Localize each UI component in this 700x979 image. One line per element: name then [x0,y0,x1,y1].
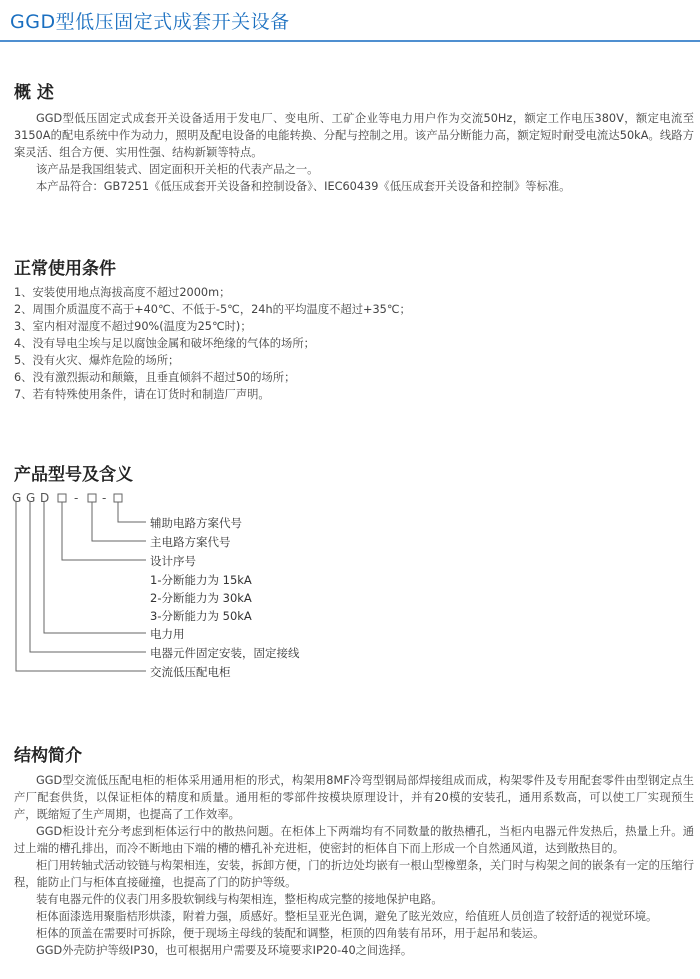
structure-heading: 结构简介 [14,746,82,766]
code-dash-1: - [74,491,79,505]
overview-paragraph: GGD型低压固定式成套开关设备适用于发电厂、变电所、工矿企业等电力用户作为交流50Hz，额定工作电压380V，额定电流至3150A的配电系统中作为动力，照明及配电设备的电能转换、分配与控制之用。该产品分断能力高，额定短时耐受电流达50kA。线路方案灵活、组合方便、实用性强、结构新颖等特点。 [14,112,694,159]
label-fixed-install: 电器元件固定安装，固定接线 [150,646,300,660]
overview-heading: 概 述 [14,83,54,103]
label-main-circuit: 主电路方案代号 [150,535,231,549]
condition-item: 5、没有火灾、爆炸危险的场所； [14,354,180,367]
structure-paragraph: 装有电器元件的仪表门用多股软铜线与构架相连，整柜构成完整的接地保护电路。 [36,893,443,906]
overview-paragraph: 本产品符合：GB7251《低压成套开关设备和控制设备》、IEC60439《低压成套开关设备和控制》等标准。 [36,180,571,193]
structure-paragraph: 柜门用转轴式活动铰链与构架相连，安装，拆卸方便，门的折边处均嵌有一根山型橡塑条，关门时与构架之间的嵌条有一定的压缩行程，能防止门与柜体直接碰撞，也提高了门的防护等级。 [14,859,694,889]
label-ac-cabinet: 交流低压配电柜 [150,665,231,679]
label-power-use: 电力用 [150,627,185,641]
conditions-heading: 正常使用条件 [14,259,116,279]
overview-paragraph: 该产品是我国组装式、固定面积开关柜的代表产品之一。 [36,163,319,176]
code-dash-2: - [102,491,107,505]
leader-aux [118,502,146,522]
structure-paragraph: GGD外壳防护等级IP30，也可根据用户需要及环境要求IP20-40之间选择。 [36,944,413,957]
structure-paragraph: GGD型交流低压配电柜的柜体采用通用柜的形式，构架用8MF冷弯型钢局部焊接组成而成，构架零件及专用配套零件由型钢定点生产厂配套供货，以保证柜体的精度和质量。通用柜的零部件按模块原理设计，并有20模的安装孔，通用系数高，可以使工厂实现预生产，既缩短了生产周期，也提高了工作效率。 [14,774,694,821]
label-aux-circuit: 辅助电路方案代号 [150,516,242,530]
condition-item: 1、安装使用地点海拔高度不超过2000m； [14,286,231,299]
code-box-3 [114,494,122,502]
condition-item: 6、没有激烈振动和颠簸，且垂直倾斜不超过50的场所； [14,371,296,384]
structure-section [14,772,694,959]
code-letter-g1: G [12,491,22,505]
leader-fixed [30,502,146,652]
label-capacity-30: 2-分断能力为 30kA [150,591,252,605]
condition-item: 3、室内相对湿度不超过90%(温度为25℃时)； [14,320,252,333]
structure-paragraph: 柜体的顶盖在需要时可拆除，便于现场主母线的装配和调整，柜顶的四角装有吊环，用于起吊和装运。 [36,927,545,940]
code-box-1 [58,494,66,502]
label-capacity-50: 3-分断能力为 50kA [150,609,252,623]
code-letter-g2: G [26,491,36,505]
overview-section [14,110,694,195]
leader-ac [16,502,146,671]
conditions-list [14,284,694,403]
model-heading: 产品型号及含义 [14,465,133,485]
structure-paragraph: GGD柜设计充分考虑到柜体运行中的散热问题。在柜体上下两端均有不同数量的散热槽孔，当柜内电器元件发热后，热量上升。通过上端的槽孔排出，而冷不断地由下端的槽的槽孔补充进柜，使密封的柜体自下而上形成一个自然通风道，达到散热目的。 [14,825,694,855]
model-code-diagram [0,485,420,685]
label-capacity-15: 1-分断能力为 15kA [150,573,252,587]
condition-item: 2、周围介质温度不高于+40℃、不低于-5℃，24h的平均温度不超过+35℃； [14,303,411,316]
label-design-number: 设计序号 [150,554,196,568]
condition-item: 7、若有特殊使用条件，请在订货时和制造厂声明。 [14,388,270,401]
condition-item: 4、没有导电尘埃与足以腐蚀金属和破坏绝缘的气体的场所； [14,337,315,350]
code-letter-d: D [40,491,50,505]
code-box-2 [88,494,96,502]
page-header [0,0,700,44]
page-title: GGD型低压固定式成套开关设备 [10,11,290,33]
header-rule [0,40,700,42]
leader-design [62,502,146,560]
structure-paragraph: 柜体面漆选用聚脂桔形烘漆，附着力强，质感好。整柜呈亚光色调，避免了眩光效应，给值班人员创造了较舒适的视觉环境。 [36,910,658,923]
